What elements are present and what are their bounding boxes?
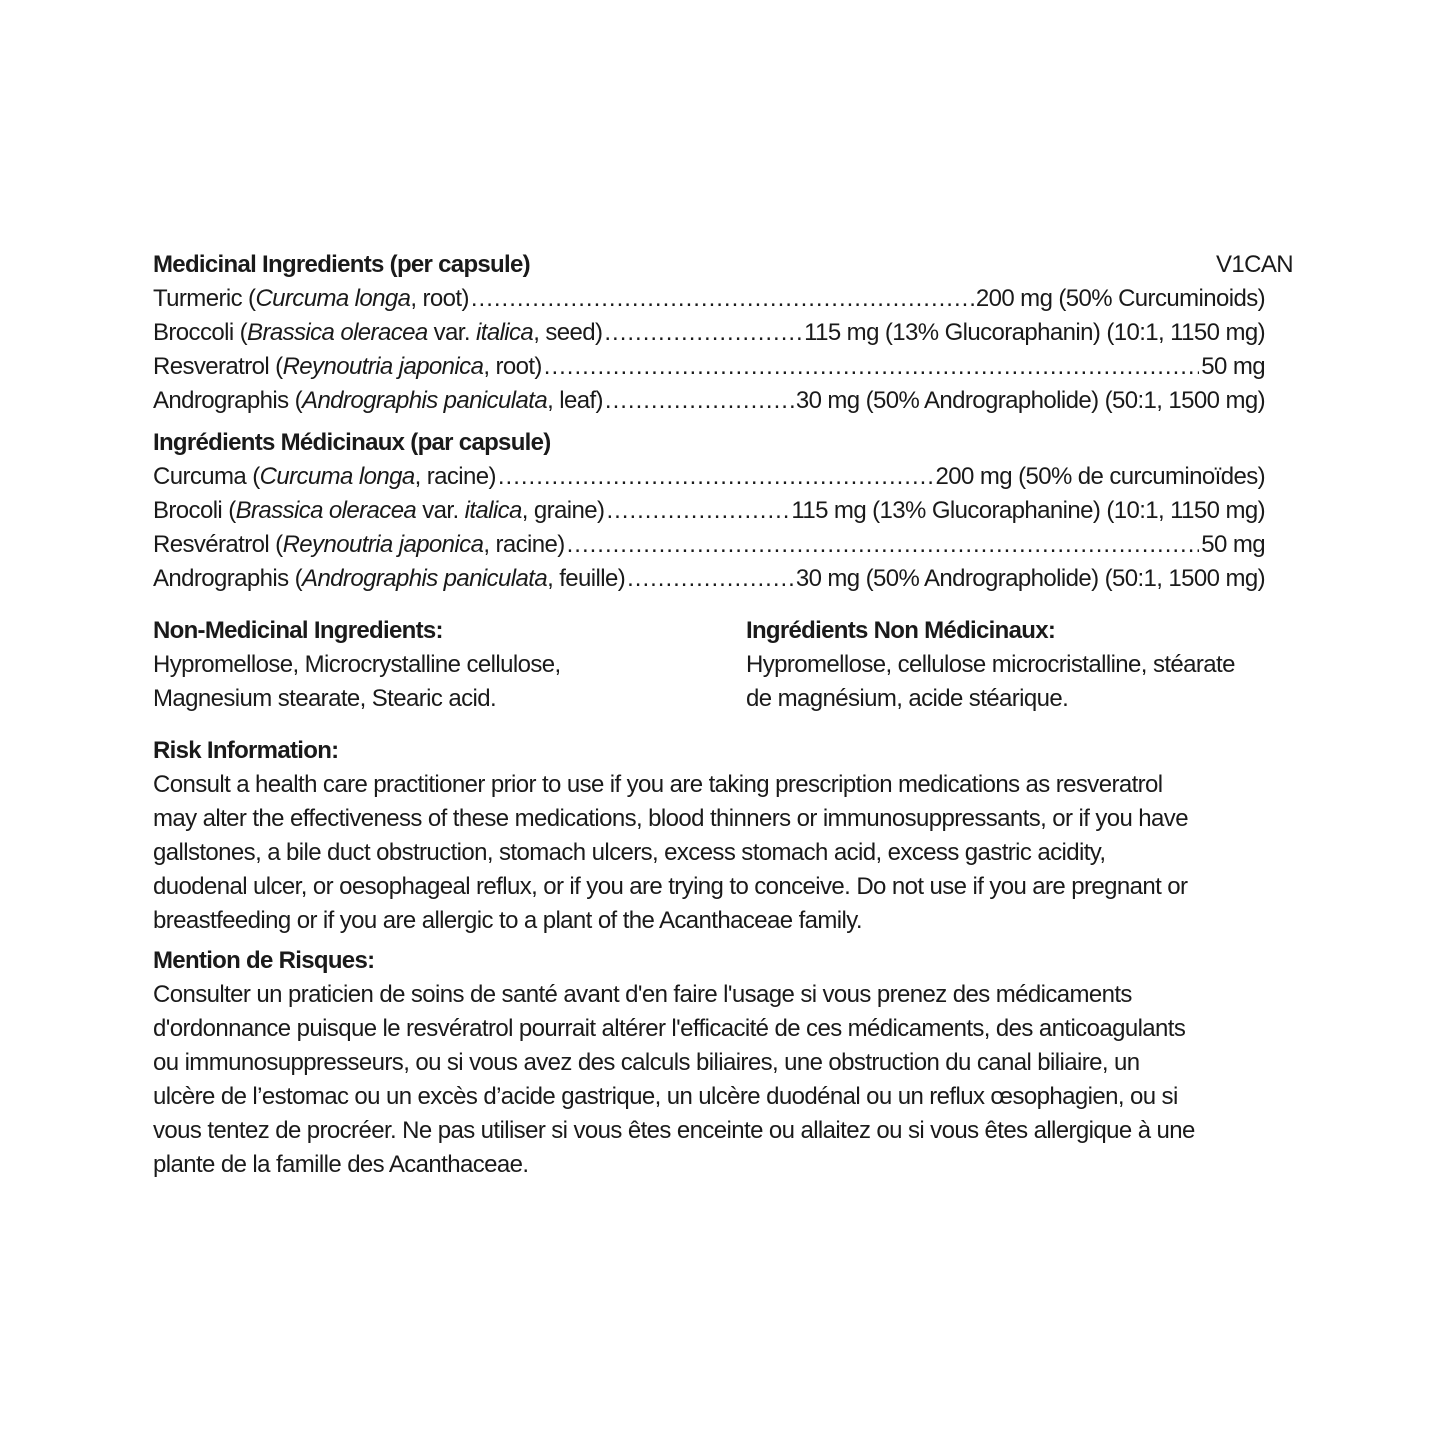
ingredient-amount: 50 mg bbox=[1201, 353, 1265, 380]
ingredient-row-curcuma bbox=[153, 460, 1265, 494]
ingredient-amount: 30 mg (50% Andrographolide) (50:1, 1500 mg) bbox=[795, 565, 1265, 592]
ingredient-amount: 115 mg (13% Glucoraphanine) (10:1, 1150 mg) bbox=[791, 497, 1265, 524]
non-medicinal-line: Hypromellose, cellulose microcristalline, stéarate bbox=[746, 651, 1235, 678]
risk-line: vous tentez de procréer. Ne pas utiliser si vous êtes enceinte ou allaitez ou si vous êtes allergique à une bbox=[153, 1117, 1195, 1144]
ingredient-row-broccoli bbox=[153, 316, 1265, 350]
non-medicinal-heading: Non-Medicinal Ingredients: bbox=[153, 617, 443, 644]
risk-line: may alter the effectiveness of these medications, blood thinners or immunosuppressants, or if you have bbox=[153, 805, 1188, 832]
ingredient-row-brocoli bbox=[153, 494, 1265, 528]
dot-leader bbox=[627, 562, 794, 596]
ingredient-row-resveratrol-fr bbox=[153, 528, 1265, 562]
ingredient-amount: 30 mg (50% Andrographolide) (50:1, 1500 mg) bbox=[795, 387, 1265, 414]
risk-line: d'ordonnance puisque le resvératrol pourrait altérer l'efficacité de ces médicaments, des anticoagulants bbox=[153, 1015, 1186, 1042]
medicinal-ingredients-heading-fr: Ingrédients Médicinaux (par capsule) bbox=[153, 429, 551, 456]
ingredient-name: Andrographis (Andrographis paniculata, leaf) bbox=[153, 387, 603, 414]
ingredient-row-resveratrol bbox=[153, 350, 1265, 384]
non-medicinal-fr bbox=[746, 614, 1293, 716]
risk-line: ulcère de l’estomac ou un excès d’acide gastrique, un ulcère duodénal ou un reflux œsophagien, ou si bbox=[153, 1083, 1178, 1110]
risk-line: Consult a health care practitioner prior to use if you are taking prescription medications as resveratrol bbox=[153, 771, 1163, 798]
risk-heading-fr: Mention de Risques: bbox=[153, 947, 375, 974]
dot-leader bbox=[605, 384, 794, 418]
ingredient-name: Andrographis (Andrographis paniculata, feuille) bbox=[153, 565, 626, 592]
dot-leader bbox=[471, 282, 974, 316]
risk-information-fr bbox=[153, 944, 1293, 1182]
risk-line: duodenal ulcer, or oesophageal reflux, or if you are trying to conceive. Do not use if you are pregnant or bbox=[153, 873, 1188, 900]
ingredient-row-turmeric bbox=[153, 282, 1265, 316]
ingredient-name: Broccoli (Brassica oleracea var. italica, seed) bbox=[153, 319, 603, 346]
risk-heading: Risk Information: bbox=[153, 737, 339, 764]
dot-leader bbox=[544, 350, 1199, 384]
ingredient-amount: 115 mg (13% Glucoraphanin) (10:1, 1150 mg) bbox=[804, 319, 1265, 346]
medicinal-ingredients-list-en bbox=[153, 282, 1265, 418]
product-code: V1CAN bbox=[1215, 251, 1293, 278]
medicinal-heading-row bbox=[153, 248, 1293, 282]
ingredient-amount: 50 mg bbox=[1201, 531, 1265, 558]
non-medicinal-line: de magnésium, acide stéarique. bbox=[746, 685, 1069, 712]
risk-line: breastfeeding or if you are allergic to a plant of the Acanthaceae family. bbox=[153, 907, 862, 934]
ingredient-name: Brocoli (Brassica oleracea var. italica, graine) bbox=[153, 497, 605, 524]
ingredient-name: Turmeric (Curcuma longa, root) bbox=[153, 285, 469, 312]
risk-line: gallstones, a bile duct obstruction, stomach ulcers, excess stomach acid, excess gastric acidity, bbox=[153, 839, 1106, 866]
non-medicinal-section bbox=[153, 614, 1293, 716]
ingredient-amount: 200 mg (50% Curcuminoids) bbox=[975, 285, 1265, 312]
risk-information-en bbox=[153, 734, 1293, 938]
dot-leader bbox=[498, 460, 934, 494]
dot-leader bbox=[567, 528, 1200, 562]
dot-leader bbox=[606, 494, 789, 528]
non-medicinal-line: Hypromellose, Microcrystalline cellulose, bbox=[153, 651, 561, 678]
ingredient-amount: 200 mg (50% de curcuminoïdes) bbox=[935, 463, 1265, 490]
medicinal-ingredients-list-fr bbox=[153, 460, 1265, 596]
medicinal-ingredients-heading: Medicinal Ingredients (per capsule) bbox=[153, 251, 530, 278]
ingredient-name: Resvératrol (Reynoutria japonica, racine) bbox=[153, 531, 565, 558]
risk-line: ou immunosuppresseurs, ou si vous avez des calculs biliaires, une obstruction du canal biliaire, un bbox=[153, 1049, 1140, 1076]
ingredient-name: Resveratrol (Reynoutria japonica, root) bbox=[153, 353, 542, 380]
non-medicinal-line: Magnesium stearate, Stearic acid. bbox=[153, 685, 497, 712]
product-label bbox=[153, 248, 1293, 1182]
non-medicinal-en bbox=[153, 614, 746, 716]
dot-leader bbox=[604, 316, 802, 350]
risk-line: Consulter un praticien de soins de santé avant d'en faire l'usage si vous prenez des médicaments bbox=[153, 981, 1132, 1008]
ingredient-name: Curcuma (Curcuma longa, racine) bbox=[153, 463, 496, 490]
ingredient-row-andrographis-fr bbox=[153, 562, 1265, 596]
risk-line: plante de la famille des Acanthaceae. bbox=[153, 1151, 529, 1178]
ingredient-row-andrographis bbox=[153, 384, 1265, 418]
non-medicinal-heading-fr: Ingrédients Non Médicinaux: bbox=[746, 617, 1056, 644]
